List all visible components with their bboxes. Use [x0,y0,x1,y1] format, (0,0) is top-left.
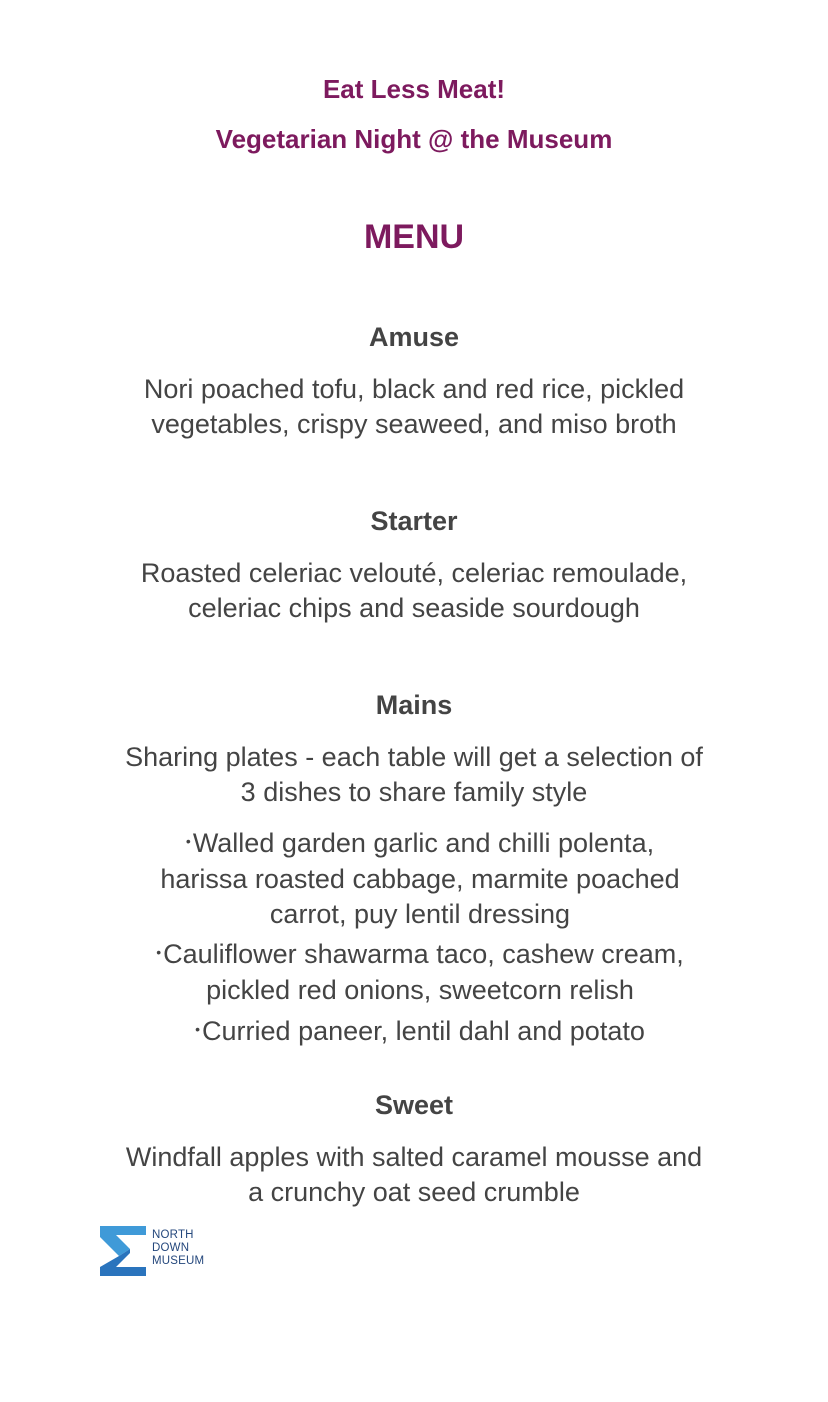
text-line: a crunchy oat seed crumble [248,1177,580,1207]
text-line: harissa roasted cabbage, marmite poached [160,864,680,895]
text-line: Curried paneer, lentil dahl and potato [202,1016,645,1046]
logo-text-line: DOWN [152,1242,190,1254]
mains-item-3 [120,1014,720,1050]
bullet-icon: • [156,944,162,961]
text-line: 3 dishes to share family style [240,777,588,807]
bullet-icon: • [195,1021,201,1038]
text-line: pickled red onions, sweetcorn relish [206,975,634,1006]
header-line-2: Vegetarian Night @ the Museum [215,124,613,154]
amuse-description [0,372,828,442]
section-title-starter: Starter [370,506,458,536]
text-line: celeriac chips and seaside sourdough [188,593,640,623]
logo-text-line: NORTH [152,1229,194,1241]
text-line: vegetables, crispy seaweed, and miso broth [151,409,677,439]
text-line: carrot, puy lentil dressing [269,899,571,930]
mains-item-2 [120,937,720,1008]
sigma-logo-icon [100,1226,148,1278]
text-line: Windfall apples with salted caramel mousse and [125,1142,703,1172]
section-title-amuse: Amuse [368,322,460,352]
mains-item-1 [130,826,710,932]
section-title-sweet: Sweet [374,1090,454,1120]
starter-description [0,556,828,626]
north-down-museum-logo [100,1226,220,1278]
text-line: Nori poached tofu, black and red rice, pickled [143,374,685,404]
logo-text-line: MUSEUM [152,1255,205,1267]
text-line: Roasted celeriac velouté, celeriac remoulade, [140,558,688,588]
text-line: Sharing plates - each table will get a selection of [125,742,703,772]
header-line-1: Eat Less Meat! [322,74,506,104]
mains-description [0,740,828,810]
bullet-icon: • [185,833,191,850]
text-line: Walled garden garlic and chilli polenta, [192,828,655,858]
menu-title: MENU [363,218,465,256]
section-title-mains: Mains [375,690,453,720]
text-line: Cauliflower shawarma taco, cashew cream, [163,939,684,969]
logo-text [152,1229,204,1268]
sweet-description [0,1140,828,1210]
